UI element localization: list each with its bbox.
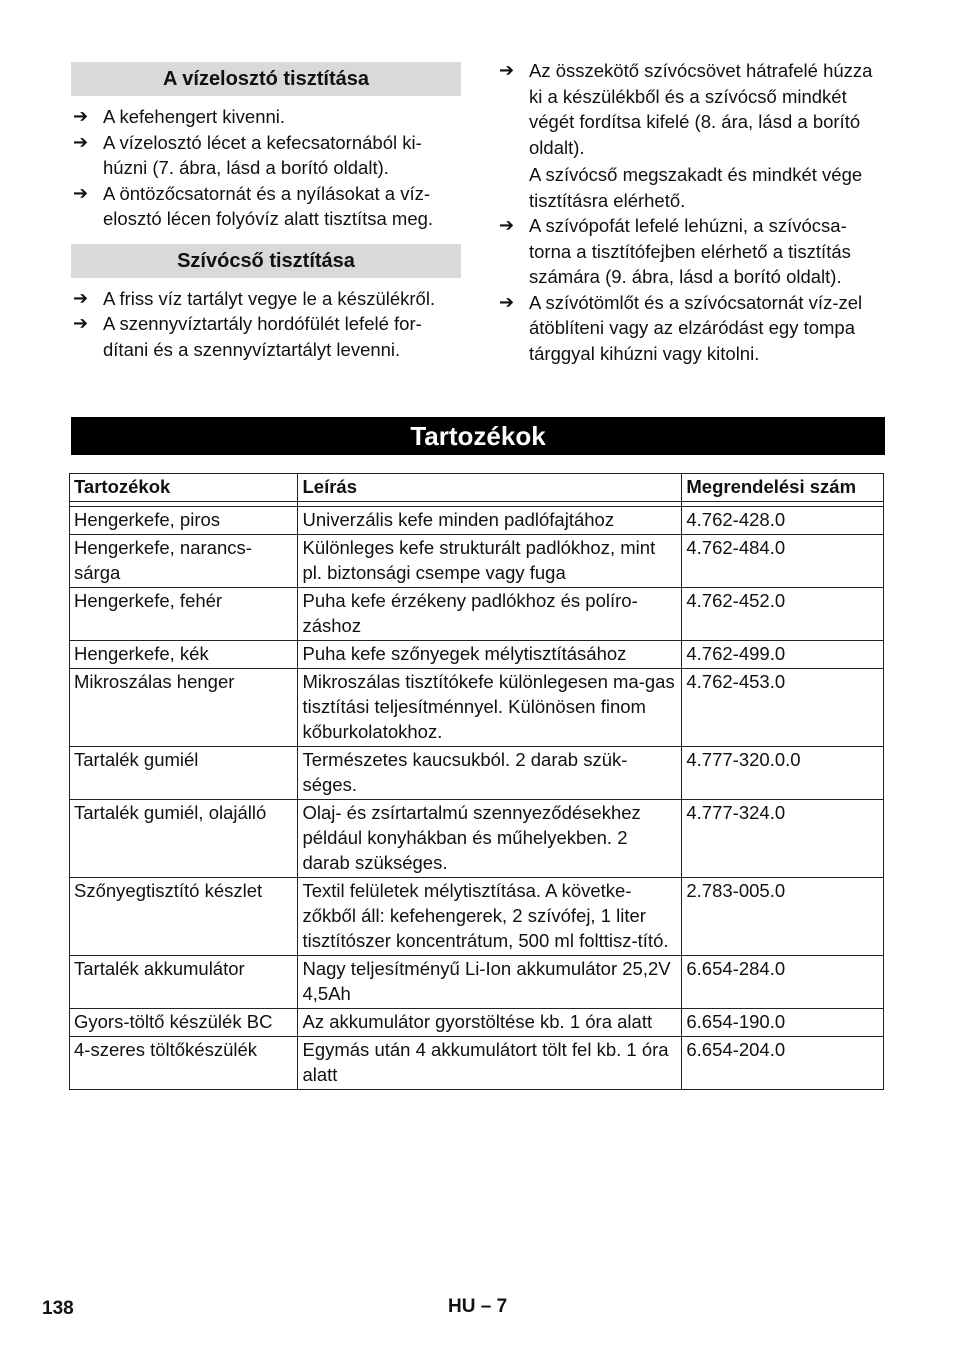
cell-description: Az akkumulátor gyorstöltése kb. 1 óra alatt [298, 1009, 682, 1037]
cell-accessory: Szőnyegtisztító készlet [70, 878, 298, 956]
instruction-step [71, 311, 461, 362]
arrow-right-icon: ➔ [73, 131, 89, 152]
right-column [497, 58, 887, 378]
column-header-accessory: Tartozékok [70, 474, 298, 502]
cell-description: Különleges kefe strukturált padlókhoz, mint pl. biztonsági csempe vagy fuga [298, 535, 682, 588]
instruction-step [71, 286, 461, 312]
table-row [70, 1037, 884, 1090]
cell-order-number: 4.762-428.0 [682, 507, 884, 535]
arrow-right-icon: ➔ [499, 60, 515, 80]
instruction-step [497, 213, 887, 290]
table-header-row [70, 474, 884, 502]
left-column [71, 62, 461, 374]
step-list [71, 104, 461, 232]
page-number: 138 [42, 1298, 74, 1319]
table-row [70, 641, 884, 669]
column-header-order-number: Megrendelési szám [682, 474, 884, 502]
cell-order-number: 4.762-484.0 [682, 535, 884, 588]
step-list [497, 58, 887, 366]
cell-description: Természetes kaucsukból. 2 darab szük-séges. [298, 747, 682, 800]
section-code: HU – 7 [448, 1296, 508, 1317]
cell-description: Nagy teljesítményű Li-Ion akkumulátor 25,2V 4,5Ah [298, 956, 682, 1009]
arrow-right-icon: ➔ [73, 313, 89, 333]
table-row [70, 588, 884, 641]
cell-order-number: 6.654-284.0 [682, 956, 884, 1009]
cell-accessory: Tartalék gumiél [70, 747, 298, 800]
table-row [70, 1009, 884, 1037]
instruction-step [71, 104, 461, 130]
cell-order-number: 4.777-320.0.0 [682, 747, 884, 800]
instruction-step [497, 58, 887, 213]
step-text: A friss víz tartályt vegye le a készülékről. [103, 287, 436, 309]
column-header-description: Leírás [298, 474, 682, 502]
step-text: A öntözőcsatornát és a nyílásokat a víz-elosztó lécen folyóvíz alatt tisztítsa meg. [103, 182, 434, 229]
cell-accessory: Mikroszálas henger [70, 669, 298, 747]
step-note: A szívócső megszakadt és mindkét vége tisztításra elérhető. [529, 164, 863, 211]
table-row [70, 535, 884, 588]
cell-order-number: 4.762-452.0 [682, 588, 884, 641]
step-text: Az összekötő szívócsövet hátrafelé húzza ki a készülékből és a szívócső mindkét végét fordítsa kifelé (8. ára, lásd a borító oldalt). [529, 60, 873, 158]
cell-accessory: Hengerkefe, narancs-sárga [70, 535, 298, 588]
cell-description: Mikroszálas tisztítókefe különlegesen ma-gas tisztítási teljesítménnyel. Különösen finom kőburkolatokhoz. [298, 669, 682, 747]
step-text: A szívótömlőt és a szívócsatornát víz-zel átöblíteni vagy az elzáródást egy tompa tárggyal kihúzni vagy kitolni. [529, 291, 863, 364]
step-text: A vízelosztó lécet a kefecsatornából ki-húzni (7. ábra, lásd a borító oldalt). [103, 131, 422, 178]
arrow-right-icon: ➔ [73, 182, 89, 203]
step-text: A kefehengert kivenni. [103, 106, 286, 127]
table-row [70, 507, 884, 535]
arrow-right-icon: ➔ [73, 287, 89, 308]
accessories-banner: Tartozékok [71, 417, 885, 455]
section-heading: A vízelosztó tisztítása [71, 62, 461, 96]
cell-description: Puha kefe szőnyegek mélytisztításához [298, 641, 682, 669]
cell-order-number: 6.654-190.0 [682, 1009, 884, 1037]
table-row [70, 669, 884, 747]
instruction-step [497, 290, 887, 367]
arrow-right-icon: ➔ [499, 291, 515, 312]
cell-accessory: Hengerkefe, fehér [70, 588, 298, 641]
step-text: A szennyvíztartály hordófülét lefelé for-dítani és a szennyvíztartályt levenni. [103, 313, 422, 360]
cell-description: Egymás után 4 akkumulátort tölt fel kb. 1 óra alatt [298, 1037, 682, 1090]
cell-accessory: Tartalék gumiél, olajálló [70, 800, 298, 878]
cell-accessory: Hengerkefe, piros [70, 507, 298, 535]
section-heading: Szívócső tisztítása [71, 244, 461, 278]
accessories-table [69, 473, 884, 1090]
cell-accessory: Hengerkefe, kék [70, 641, 298, 669]
cell-description: Univerzális kefe minden padlófajtához [298, 507, 682, 535]
cell-description: Textil felületek mélytisztítása. A követke-zőkből áll: kefehengerek, 2 szívófej, 1 liter tisztítószer koncentrátum, 500 ml folttisz-tító. [298, 878, 682, 956]
step-list [71, 286, 461, 363]
arrow-right-icon: ➔ [73, 106, 89, 126]
cell-order-number: 2.783-005.0 [682, 878, 884, 956]
cell-order-number: 4.762-453.0 [682, 669, 884, 747]
cell-order-number: 4.762-499.0 [682, 641, 884, 669]
instruction-step [71, 181, 461, 232]
instruction-step [71, 130, 461, 181]
cell-description: Puha kefe érzékeny padlókhoz és políro-záshoz [298, 588, 682, 641]
cell-order-number: 6.654-204.0 [682, 1037, 884, 1090]
cell-accessory: Tartalék akkumulátor [70, 956, 298, 1009]
step-text: A szívópofát lefelé lehúzni, a szívócsa-torna a tisztítófejben elérhető a tisztítás számára (9. ábra, lásd a borító oldalt). [529, 215, 851, 287]
table-row [70, 956, 884, 1009]
cell-order-number: 4.777-324.0 [682, 800, 884, 878]
table-row [70, 800, 884, 878]
table-row [70, 878, 884, 956]
cell-description: Olaj- és zsírtartalmú szennyeződésekhez például konyhákban és műhelyekben. 2 darab szükséges. [298, 800, 682, 878]
arrow-right-icon: ➔ [499, 215, 515, 235]
table-row [70, 747, 884, 800]
cell-accessory: Gyors-töltő készülék BC [70, 1009, 298, 1037]
cell-accessory: 4-szeres töltőkészülék [70, 1037, 298, 1090]
